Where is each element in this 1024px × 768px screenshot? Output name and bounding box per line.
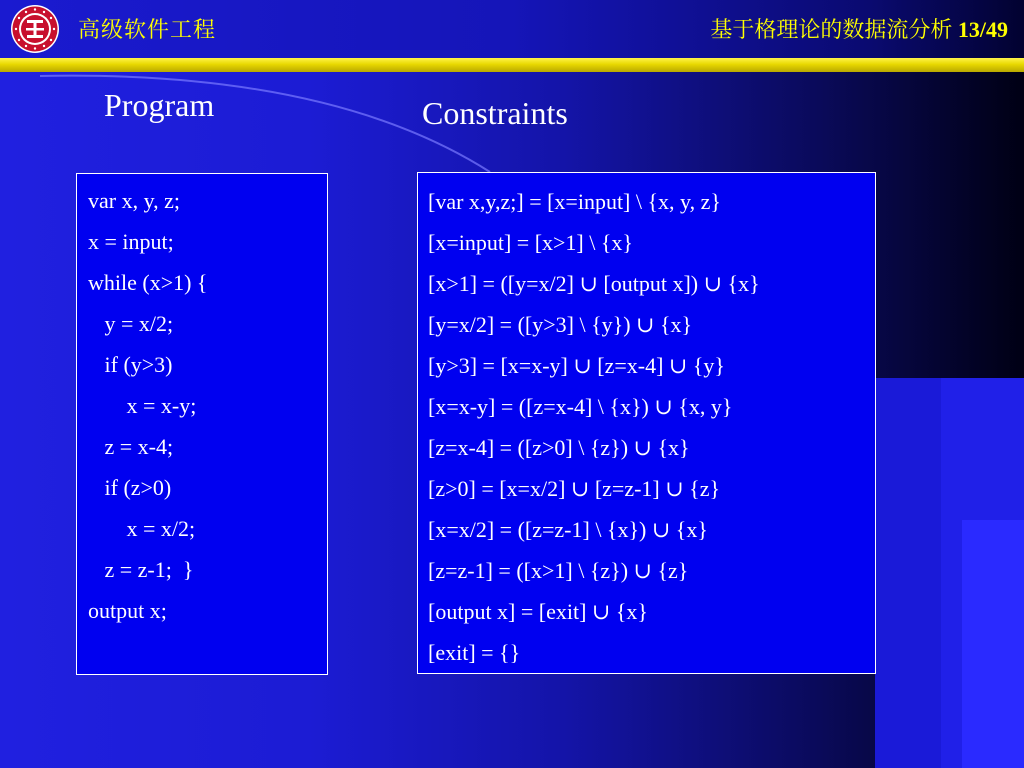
constraint-line: [z=z-1] = ([x>1] \ {z}) ∪ {z}	[428, 558, 689, 583]
constraints-heading: Constraints	[422, 95, 568, 131]
program-line: if (y>3)	[88, 352, 173, 377]
constraint-line: [output x] = [exit] ∪ {x}	[428, 599, 648, 624]
slide-number: 13/49	[957, 17, 1008, 42]
university-seal-icon	[10, 4, 60, 54]
constraint-line: [z=x-4] = ([z>0] \ {z}) ∪ {x}	[428, 435, 690, 460]
constraint-line: [var x,y,z;] = [x=input] \ {x, y, z}	[428, 189, 721, 214]
constraint-line: [x>1] = ([y=x/2] ∪ [output x]) ∪ {x}	[428, 271, 760, 296]
slide-header	[0, 0, 1024, 58]
constraint-line: [z>0] = [x=x/2] ∪ [z=z-1] ∪ {z}	[428, 476, 721, 501]
program-line: while (x>1) {	[88, 270, 208, 295]
program-line: x = x/2;	[88, 516, 196, 541]
program-line: z = z-1; }	[88, 557, 194, 582]
program-code-box	[76, 173, 328, 675]
program-line: x = x-y;	[88, 393, 197, 418]
constraint-line: [x=input] = [x>1] \ {x}	[428, 230, 633, 255]
constraint-line: [x=x-y] = ([z=x-4] \ {x}) ∪ {x, y}	[428, 394, 733, 419]
program-line: x = input;	[88, 229, 174, 254]
constraint-line: [exit] = {}	[428, 640, 521, 665]
slide-title-text: 基于格理论的数据流分析	[710, 18, 953, 43]
constraint-line: [x=x/2] = ([z=z-1] \ {x}) ∪ {x}	[428, 517, 708, 542]
constraints-box	[417, 172, 876, 674]
constraint-line: [y=x/2] = ([y>3] \ {y}) ∪ {x}	[428, 312, 693, 337]
course-title: 高级软件工程	[78, 18, 217, 43]
decorative-bar-inner	[962, 520, 1024, 768]
header-accent-bar	[0, 58, 1024, 72]
program-heading: Program	[104, 87, 215, 123]
program-line: if (z>0)	[88, 475, 172, 500]
constraint-line: [y>3] = [x=x-y] ∪ [z=x-4] ∪ {y}	[428, 353, 725, 378]
program-line: var x, y, z;	[88, 188, 181, 213]
program-line: y = x/2;	[88, 311, 174, 336]
program-line: z = x-4;	[88, 434, 174, 459]
decorative-bar-left	[875, 378, 941, 768]
program-line: output x;	[88, 598, 167, 623]
slide-title	[710, 13, 1008, 44]
